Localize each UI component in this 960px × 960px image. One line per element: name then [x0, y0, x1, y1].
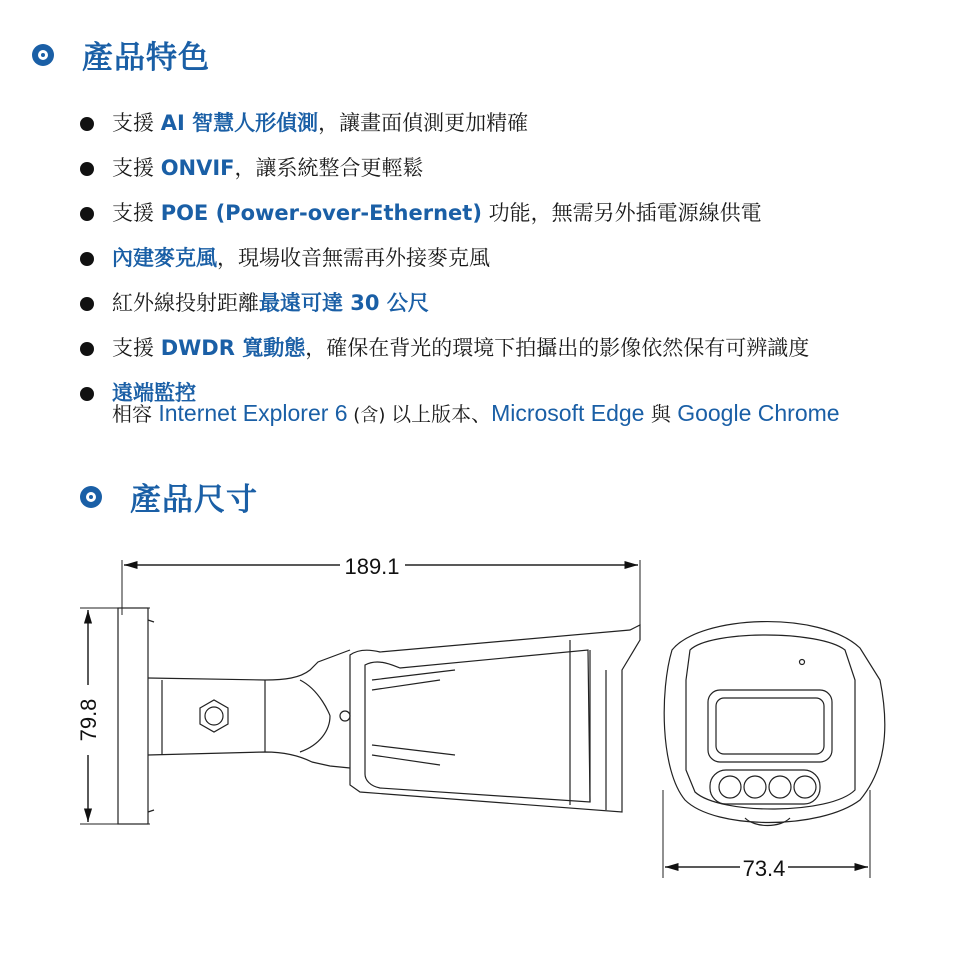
width-label: 73.4	[742, 856, 786, 881]
dimensions-heading	[80, 474, 258, 519]
browser-edge: Microsoft Edge	[491, 400, 645, 426]
remote-compat-line: 相容 Internet Explorer 6 (含) 以上版本、Microsoft Edge 與 Google Chrome	[112, 400, 840, 426]
feature-item-remote: 遠端監控	[80, 374, 809, 419]
bullet-icon	[80, 297, 94, 311]
feature-item-ai: 支援 AI 智慧人形偵測，讓畫面偵測更加精確	[80, 104, 809, 149]
bullet-icon	[80, 387, 94, 401]
height-label: 79.8	[76, 698, 101, 742]
browser-chrome: Google Chrome	[677, 400, 840, 426]
feature-item-ir: 紅外線投射距離最遠可達 30 公尺	[80, 284, 809, 329]
feature-item-poe: 支援 POE (Power-over-Ethernet) 功能，無需另外插電源線供電	[80, 194, 809, 239]
mount-plate	[118, 608, 148, 824]
bullet-icon	[80, 207, 94, 221]
dimensions-title: 產品尺寸	[130, 482, 258, 518]
circle-bullet-icon	[32, 44, 54, 66]
bullet-icon	[80, 252, 94, 266]
feature-item-onvif: 支援 ONVIF，讓系統整合更輕鬆	[80, 149, 809, 194]
camera-body	[350, 625, 640, 812]
features-heading	[32, 32, 210, 77]
browser-ie: Internet Explorer 6	[158, 400, 348, 426]
bullet-icon	[80, 117, 94, 131]
bullet-icon	[80, 162, 94, 176]
circle-bullet-icon	[80, 486, 102, 508]
camera-dimension-drawing	[0, 530, 960, 930]
length-label: 189.1	[344, 554, 400, 579]
features-title: 產品特色	[82, 40, 210, 76]
feature-item-dwdr: 支援 DWDR 寬動態，確保在背光的環境下拍攝出的影像依然保有可辨識度	[80, 329, 809, 374]
hex-nut	[200, 700, 228, 732]
feature-item-mic: 內建麥克風，現場收音無需再外接麥克風	[80, 239, 809, 284]
features-list	[80, 104, 809, 419]
bullet-icon	[80, 342, 94, 356]
